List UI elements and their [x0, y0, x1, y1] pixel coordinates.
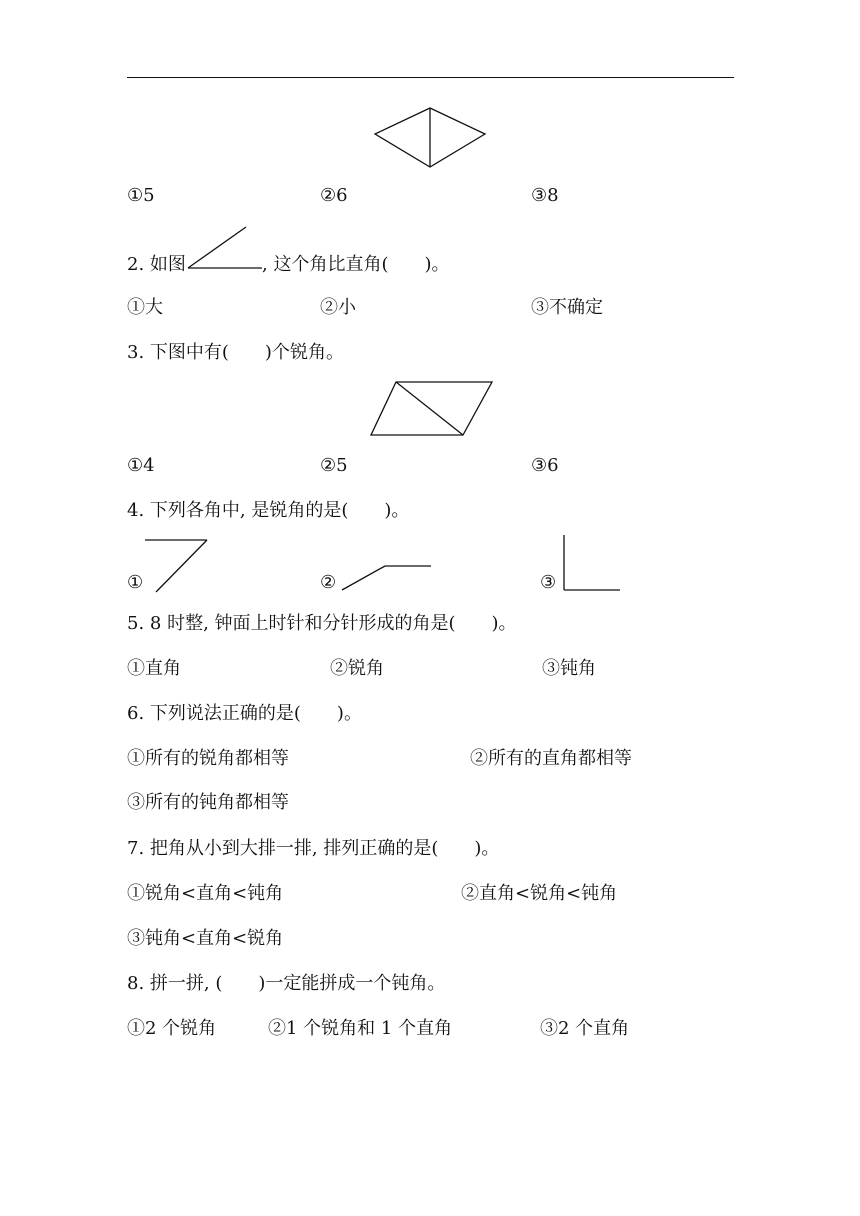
q2-angle-figure — [186, 224, 264, 270]
q7-option-2[interactable]: ②直角<锐角<钝角 — [461, 883, 618, 904]
q8-option-3[interactable]: ③2 个直角 — [540, 1018, 630, 1039]
q8-question: 8. 拼一拼, ( )一定能拼成一个钝角。 — [127, 973, 446, 994]
q7-question: 7. 把角从小到大排一排, 排列正确的是( )。 — [127, 838, 500, 859]
top-rule — [127, 77, 734, 78]
q4-option-2[interactable]: ② — [320, 572, 337, 593]
q4-acute-angle-figure — [340, 564, 433, 592]
q5-option-2[interactable]: ②锐角 — [330, 658, 384, 679]
q3-option-3[interactable]: ③6 — [531, 455, 559, 476]
q7-option-3[interactable]: ③钝角<直角<锐角 — [127, 928, 284, 949]
q4-obtuse-angle-figure — [145, 538, 211, 594]
q2-option-1[interactable]: ①大 — [127, 297, 163, 318]
q8-option-2[interactable]: ②1 个锐角和 1 个直角 — [268, 1018, 453, 1039]
q3-option-1[interactable]: ①4 — [127, 455, 155, 476]
q5-option-3[interactable]: ③钝角 — [542, 658, 596, 679]
q3-parallelogram-figure — [370, 380, 494, 438]
q1-option-2[interactable]: ②6 — [320, 185, 348, 206]
q2-question-suffix: , 这个角比直角( )。 — [262, 254, 450, 275]
q5-option-1[interactable]: ①直角 — [127, 658, 181, 679]
q6-question: 6. 下列说法正确的是( )。 — [127, 703, 362, 724]
q1-option-3[interactable]: ③8 — [531, 185, 559, 206]
q3-option-2[interactable]: ②5 — [320, 455, 348, 476]
q7-option-1[interactable]: ①锐角<直角<钝角 — [127, 883, 284, 904]
q3-question: 3. 下图中有( )个锐角。 — [127, 342, 344, 363]
q6-option-2[interactable]: ②所有的直角都相等 — [470, 748, 632, 769]
q4-right-angle-figure — [562, 535, 622, 593]
q1-rhombus-figure — [370, 104, 490, 170]
q2-question-prefix: 2. 如图 — [127, 254, 186, 275]
q6-option-3[interactable]: ③所有的钝角都相等 — [127, 792, 289, 813]
q2-option-3[interactable]: ③不确定 — [531, 297, 603, 318]
q4-option-1[interactable]: ① — [127, 572, 144, 593]
q6-option-1[interactable]: ①所有的锐角都相等 — [127, 748, 289, 769]
q8-option-1[interactable]: ①2 个锐角 — [127, 1018, 217, 1039]
q4-question: 4. 下列各角中, 是锐角的是( )。 — [127, 500, 410, 521]
q5-question: 5. 8 时整, 钟面上时针和分针形成的角是( )。 — [127, 613, 517, 634]
q4-option-3[interactable]: ③ — [540, 572, 557, 593]
q1-option-1[interactable]: ①5 — [127, 185, 155, 206]
q2-option-2[interactable]: ②小 — [320, 297, 356, 318]
